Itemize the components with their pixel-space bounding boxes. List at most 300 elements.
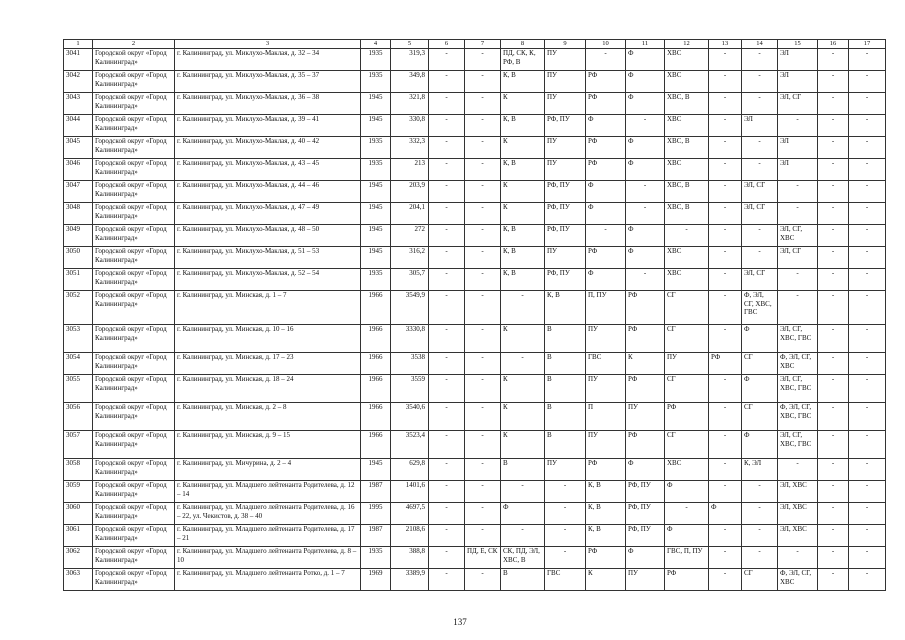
- table-cell: -: [429, 137, 465, 159]
- table-cell: ПУ: [545, 71, 586, 93]
- table-cell: Городской округ «Город Калининград»: [93, 291, 175, 325]
- table-cell: ЭЛ, СГ, ХВС, ГВС: [778, 325, 818, 353]
- table-cell: 3059: [64, 481, 93, 503]
- table-cell: -: [465, 159, 501, 181]
- table-cell: Городской округ «Город Калининград»: [93, 225, 175, 247]
- table-cell: -: [709, 291, 742, 325]
- table-cell: -: [709, 137, 742, 159]
- table-cell: -: [849, 71, 886, 93]
- table-cell: 3051: [64, 269, 93, 291]
- table-cell: Городской округ «Город Калининград»: [93, 203, 175, 225]
- table-cell: ПУ: [545, 159, 586, 181]
- table-cell: 3050: [64, 247, 93, 269]
- table-cell: Ф: [586, 269, 626, 291]
- table-cell: Городской округ «Город Калининград»: [93, 481, 175, 503]
- table-row: [64, 181, 886, 203]
- table-cell: -: [818, 291, 849, 325]
- table-cell: РФ: [626, 375, 665, 403]
- table-cell: П, ПУ: [586, 291, 626, 325]
- table-cell: ЭЛ: [778, 71, 818, 93]
- table-cell: 1935: [361, 159, 391, 181]
- table-cell: -: [465, 247, 501, 269]
- table-cell: -: [818, 159, 849, 181]
- table-cell: 319,3: [391, 49, 429, 71]
- table-cell: -: [429, 547, 465, 569]
- table-cell: -: [742, 525, 778, 547]
- table-cell: Ф: [626, 547, 665, 569]
- table-cell: ЭЛ, СГ, ХВС, ГВС: [778, 431, 818, 459]
- table-cell: г. Калининград, ул. Младшего лейтенанта Ротко, д. 1 – 7: [175, 569, 361, 591]
- table-cell: -: [709, 481, 742, 503]
- table-cell: -: [778, 115, 818, 137]
- table-header-row: [64, 40, 886, 49]
- table-row: [64, 71, 886, 93]
- table-cell: -: [665, 225, 709, 247]
- table-cell: -: [429, 431, 465, 459]
- column-header: 8: [501, 40, 545, 49]
- table-cell: Ф, ЭЛ, СГ, ХВС: [778, 353, 818, 375]
- table-cell: г. Калининград, ул. Младшего лейтенанта Родителева, д. 8 – 10: [175, 547, 361, 569]
- table-cell: РФ, ПУ: [626, 481, 665, 503]
- table-row: [64, 269, 886, 291]
- table-cell: РФ, ПУ: [626, 503, 665, 525]
- table-cell: -: [849, 431, 886, 459]
- table-cell: 3048: [64, 203, 93, 225]
- table-cell: -: [709, 71, 742, 93]
- table-cell: РФ, ПУ: [545, 115, 586, 137]
- table-cell: -: [709, 49, 742, 71]
- table-cell: -: [709, 547, 742, 569]
- table-cell: 4697,5: [391, 503, 429, 525]
- table-cell: -: [429, 269, 465, 291]
- table-cell: Ф: [501, 503, 545, 525]
- table-row: [64, 481, 886, 503]
- table-cell: СГ: [665, 375, 709, 403]
- table-cell: 3559: [391, 375, 429, 403]
- table-cell: ЭЛ, СГ: [742, 203, 778, 225]
- table-cell: -: [465, 325, 501, 353]
- table-cell: 2108,6: [391, 525, 429, 547]
- table-cell: -: [849, 459, 886, 481]
- table-cell: 1945: [361, 115, 391, 137]
- table-cell: -: [709, 269, 742, 291]
- table-cell: Городской округ «Город Калининград»: [93, 353, 175, 375]
- table-cell: Городской округ «Город Калининград»: [93, 325, 175, 353]
- column-header: 15: [778, 40, 818, 49]
- table-row: [64, 459, 886, 481]
- table-cell: -: [586, 49, 626, 71]
- table-cell: -: [465, 181, 501, 203]
- table-cell: Ф: [626, 71, 665, 93]
- table-cell: ПУ: [545, 247, 586, 269]
- column-header: 5: [391, 40, 429, 49]
- table-cell: -: [742, 547, 778, 569]
- table-cell: г. Калининград, ул. Младшего лейтенанта Родителева, д. 16 – 22, ул. Чекистов, д. 38 – 40: [175, 503, 361, 525]
- table-cell: Ф, ЭЛ, СГ, ХВС, ГВС: [778, 403, 818, 431]
- table-cell: ПУ: [665, 353, 709, 375]
- table-cell: 3052: [64, 291, 93, 325]
- table-cell: -: [465, 71, 501, 93]
- table-cell: Городской округ «Город Калининград»: [93, 503, 175, 525]
- table-row: [64, 403, 886, 431]
- table-cell: СК, ПД, ЭЛ, ХВС, В: [501, 547, 545, 569]
- table-cell: 1401,6: [391, 481, 429, 503]
- table-cell: -: [709, 115, 742, 137]
- table-cell: г. Калининград, ул. Минская, д. 18 – 24: [175, 375, 361, 403]
- table-row: [64, 225, 886, 247]
- column-header: 16: [818, 40, 849, 49]
- table-cell: -: [709, 93, 742, 115]
- table-cell: -: [818, 403, 849, 431]
- table-cell: -: [709, 181, 742, 203]
- table-cell: -: [429, 115, 465, 137]
- table-cell: г. Калининград, ул. Миклухо-Маклая, д. 43 – 45: [175, 159, 361, 181]
- table-cell: ЭЛ, ХВС: [778, 525, 818, 547]
- table-cell: 3049: [64, 225, 93, 247]
- table-cell: -: [465, 137, 501, 159]
- table-cell: -: [818, 353, 849, 375]
- table-cell: Городской округ «Город Калининград»: [93, 159, 175, 181]
- table-cell: -: [778, 203, 818, 225]
- table-cell: ХВС: [665, 247, 709, 269]
- table-row: [64, 247, 886, 269]
- table-cell: г. Калининград, ул. Мичурина, д. 2 – 4: [175, 459, 361, 481]
- table-row: [64, 93, 886, 115]
- table-cell: -: [818, 459, 849, 481]
- table-cell: 1945: [361, 203, 391, 225]
- table-cell: К: [501, 375, 545, 403]
- column-header: 2: [93, 40, 175, 49]
- table-cell: 3330,8: [391, 325, 429, 353]
- table-cell: РФ: [626, 431, 665, 459]
- table-cell: -: [586, 225, 626, 247]
- table-cell: РФ, ПУ: [545, 181, 586, 203]
- table-cell: РФ: [586, 137, 626, 159]
- table-cell: Ф: [626, 459, 665, 481]
- table-cell: ЭЛ, СГ, ХВС, ГВС: [778, 375, 818, 403]
- table-cell: 3060: [64, 503, 93, 525]
- table-cell: -: [818, 137, 849, 159]
- table-cell: Городской округ «Город Калининград»: [93, 115, 175, 137]
- table-cell: -: [818, 481, 849, 503]
- table-cell: г. Калининград, ул. Минская, д. 17 – 23: [175, 353, 361, 375]
- table-cell: -: [429, 181, 465, 203]
- table-cell: -: [778, 269, 818, 291]
- table-cell: Ф, ЭЛ, СГ, ХВС, ГВС: [742, 291, 778, 325]
- table-cell: К, В: [501, 225, 545, 247]
- column-header: 3: [175, 40, 361, 49]
- table-cell: -: [818, 269, 849, 291]
- table-cell: Ф: [626, 49, 665, 71]
- table-cell: -: [465, 353, 501, 375]
- table-cell: г. Калининград, ул. Младшего лейтенанта Родителева, д. 12 – 14: [175, 481, 361, 503]
- table-cell: -: [465, 403, 501, 431]
- table-cell: ПУ: [545, 49, 586, 71]
- table-cell: -: [709, 325, 742, 353]
- table-cell: РФ: [586, 159, 626, 181]
- table-cell: -: [849, 269, 886, 291]
- table-cell: -: [501, 353, 545, 375]
- table-cell: -: [626, 269, 665, 291]
- table-cell: -: [818, 49, 849, 71]
- table-cell: -: [429, 569, 465, 591]
- table-row: [64, 569, 886, 591]
- table-cell: -: [665, 503, 709, 525]
- table-body: [64, 40, 886, 591]
- table-cell: -: [429, 525, 465, 547]
- table-cell: -: [709, 431, 742, 459]
- table-cell: К: [501, 325, 545, 353]
- table-cell: г. Калининград, ул. Миклухо-Маклая, д. 39 – 41: [175, 115, 361, 137]
- table-cell: -: [709, 403, 742, 431]
- table-cell: ГВС: [545, 569, 586, 591]
- table-cell: СГ: [665, 431, 709, 459]
- table-cell: -: [429, 291, 465, 325]
- table-cell: 1935: [361, 49, 391, 71]
- table-cell: РФ: [586, 71, 626, 93]
- table-cell: 3057: [64, 431, 93, 459]
- table-cell: -: [742, 225, 778, 247]
- table-cell: -: [742, 247, 778, 269]
- table-cell: -: [429, 325, 465, 353]
- table-cell: К: [501, 181, 545, 203]
- table-cell: -: [429, 403, 465, 431]
- table-cell: 1966: [361, 403, 391, 431]
- table-cell: -: [849, 353, 886, 375]
- table-cell: -: [849, 159, 886, 181]
- table-cell: 3062: [64, 547, 93, 569]
- table-cell: 3540,6: [391, 403, 429, 431]
- table-cell: 321,8: [391, 93, 429, 115]
- table-cell: -: [742, 481, 778, 503]
- table-cell: 1987: [361, 525, 391, 547]
- table-cell: 3523,4: [391, 431, 429, 459]
- table-cell: -: [818, 525, 849, 547]
- table-cell: 3058: [64, 459, 93, 481]
- table-cell: -: [501, 525, 545, 547]
- table-cell: К: [501, 403, 545, 431]
- table-cell: -: [849, 137, 886, 159]
- table-cell: ЭЛ: [778, 137, 818, 159]
- table-cell: 1945: [361, 93, 391, 115]
- table-cell: -: [465, 225, 501, 247]
- table-cell: К, В: [586, 481, 626, 503]
- table-row: [64, 159, 886, 181]
- table-cell: -: [818, 247, 849, 269]
- table-cell: 316,2: [391, 247, 429, 269]
- table-cell: 3054: [64, 353, 93, 375]
- table-row: [64, 503, 886, 525]
- table-cell: 1966: [361, 375, 391, 403]
- table-cell: Городской округ «Город Калининград»: [93, 93, 175, 115]
- table-cell: ЭЛ, ХВС: [778, 481, 818, 503]
- table-cell: г. Калининград, ул. Младшего лейтенанта Родителева, д. 17 – 21: [175, 525, 361, 547]
- table-cell: Городской округ «Город Калининград»: [93, 459, 175, 481]
- table-cell: -: [465, 431, 501, 459]
- table-cell: Городской округ «Город Калининград»: [93, 547, 175, 569]
- table-cell: К: [501, 203, 545, 225]
- table-cell: В: [501, 459, 545, 481]
- table-cell: СГ: [742, 353, 778, 375]
- table-cell: -: [849, 569, 886, 591]
- table-cell: ЭЛ, СГ, ХВС: [778, 225, 818, 247]
- table-cell: Городской округ «Город Калининград»: [93, 181, 175, 203]
- table-cell: -: [465, 269, 501, 291]
- table-cell: Городской округ «Город Калининград»: [93, 49, 175, 71]
- table-cell: 1966: [361, 325, 391, 353]
- table-cell: -: [429, 225, 465, 247]
- table-cell: ЭЛ, СГ: [778, 93, 818, 115]
- table-cell: г. Калининград, ул. Минская, д. 2 – 8: [175, 403, 361, 431]
- table-cell: г. Калининград, ул. Миклухо-Маклая, д. 52 – 54: [175, 269, 361, 291]
- table-cell: В: [545, 375, 586, 403]
- column-header: 13: [709, 40, 742, 49]
- table-cell: г. Калининград, ул. Минская, д. 10 – 16: [175, 325, 361, 353]
- table-row: [64, 203, 886, 225]
- column-header: 4: [361, 40, 391, 49]
- column-header: 10: [586, 40, 626, 49]
- table-cell: -: [429, 49, 465, 71]
- table-cell: 3042: [64, 71, 93, 93]
- table-cell: Городской округ «Город Калининград»: [93, 525, 175, 547]
- table-cell: 1987: [361, 481, 391, 503]
- table-cell: -: [465, 503, 501, 525]
- table-cell: -: [818, 431, 849, 459]
- table-cell: 3538: [391, 353, 429, 375]
- table-cell: К, В: [545, 291, 586, 325]
- table-cell: К, В: [501, 71, 545, 93]
- table-cell: -: [709, 247, 742, 269]
- table-cell: -: [429, 481, 465, 503]
- table-cell: г. Калининград, ул. Миклухо-Маклая, д. 47 – 49: [175, 203, 361, 225]
- column-header: 6: [429, 40, 465, 49]
- housing-register-table: [63, 39, 886, 591]
- table-cell: РФ: [626, 325, 665, 353]
- table-cell: 3053: [64, 325, 93, 353]
- table-cell: -: [545, 525, 586, 547]
- table-cell: -: [818, 547, 849, 569]
- table-cell: -: [818, 181, 849, 203]
- table-cell: -: [709, 375, 742, 403]
- column-header: 1: [64, 40, 93, 49]
- table-cell: -: [849, 547, 886, 569]
- table-cell: -: [849, 93, 886, 115]
- table-cell: ПУ: [586, 431, 626, 459]
- table-row: [64, 375, 886, 403]
- table-cell: 1935: [361, 269, 391, 291]
- table-cell: ПУ: [586, 325, 626, 353]
- table-cell: 1966: [361, 291, 391, 325]
- table-cell: 1966: [361, 431, 391, 459]
- table-cell: РФ, ПУ: [626, 525, 665, 547]
- table-cell: -: [742, 159, 778, 181]
- table-cell: -: [626, 115, 665, 137]
- table-cell: 1945: [361, 225, 391, 247]
- table-row: [64, 137, 886, 159]
- table-cell: 203,9: [391, 181, 429, 203]
- table-cell: -: [849, 181, 886, 203]
- table-row: [64, 49, 886, 71]
- table-cell: 1935: [361, 547, 391, 569]
- table-row: [64, 525, 886, 547]
- table-cell: -: [429, 159, 465, 181]
- table-cell: 204,1: [391, 203, 429, 225]
- table-cell: -: [429, 71, 465, 93]
- table-cell: 3389,9: [391, 569, 429, 591]
- table-cell: -: [742, 137, 778, 159]
- table-cell: В: [545, 353, 586, 375]
- table-cell: -: [778, 291, 818, 325]
- table-cell: -: [545, 503, 586, 525]
- table-cell: ЭЛ: [778, 159, 818, 181]
- table-cell: Городской округ «Город Калининград»: [93, 137, 175, 159]
- table-cell: -: [429, 503, 465, 525]
- table-cell: ПД, СК, К, РФ, В: [501, 49, 545, 71]
- table-cell: -: [778, 459, 818, 481]
- table-cell: -: [849, 403, 886, 431]
- table-cell: 3045: [64, 137, 93, 159]
- table-cell: В: [545, 431, 586, 459]
- column-header: 9: [545, 40, 586, 49]
- table-cell: -: [429, 353, 465, 375]
- table-cell: ЭЛ: [778, 49, 818, 71]
- table-cell: Ф: [626, 247, 665, 269]
- table-cell: -: [818, 375, 849, 403]
- table-cell: -: [818, 325, 849, 353]
- table-row: [64, 115, 886, 137]
- table-row: [64, 325, 886, 353]
- table-row: [64, 353, 886, 375]
- table-cell: 1966: [361, 353, 391, 375]
- table-cell: К, В: [586, 525, 626, 547]
- table-cell: ХВС: [665, 115, 709, 137]
- table-cell: ХВС, В: [665, 203, 709, 225]
- table-cell: -: [429, 459, 465, 481]
- table-cell: ЭЛ, ХВС: [778, 503, 818, 525]
- table-cell: Городской округ «Город Калининград»: [93, 375, 175, 403]
- table-cell: Городской округ «Город Калининград»: [93, 247, 175, 269]
- table-cell: 3055: [64, 375, 93, 403]
- table-cell: 330,8: [391, 115, 429, 137]
- table-cell: -: [849, 115, 886, 137]
- table-cell: К, ЭЛ: [742, 459, 778, 481]
- table-cell: СГ: [742, 403, 778, 431]
- table-cell: 3061: [64, 525, 93, 547]
- table-cell: ЭЛ, СГ: [742, 269, 778, 291]
- table-cell: 349,8: [391, 71, 429, 93]
- table-cell: -: [429, 375, 465, 403]
- table-cell: К: [586, 569, 626, 591]
- table-cell: г. Калининград, ул. Миклухо-Маклая, д. 35 – 37: [175, 71, 361, 93]
- table-cell: К, В: [501, 269, 545, 291]
- table-cell: -: [849, 375, 886, 403]
- table-cell: 1969: [361, 569, 391, 591]
- table-cell: 305,7: [391, 269, 429, 291]
- table-cell: Городской округ «Город Калининград»: [93, 403, 175, 431]
- table-cell: 272: [391, 225, 429, 247]
- table-cell: -: [545, 547, 586, 569]
- table-cell: К: [626, 353, 665, 375]
- table-cell: К, В: [501, 247, 545, 269]
- page-number: 137: [453, 617, 467, 627]
- table-cell: ПУ: [626, 403, 665, 431]
- table-cell: Ф: [626, 137, 665, 159]
- table-cell: 1935: [361, 71, 391, 93]
- table-cell: К, В: [501, 115, 545, 137]
- column-header: 7: [465, 40, 501, 49]
- table-cell: РФ: [586, 547, 626, 569]
- table-cell: 3046: [64, 159, 93, 181]
